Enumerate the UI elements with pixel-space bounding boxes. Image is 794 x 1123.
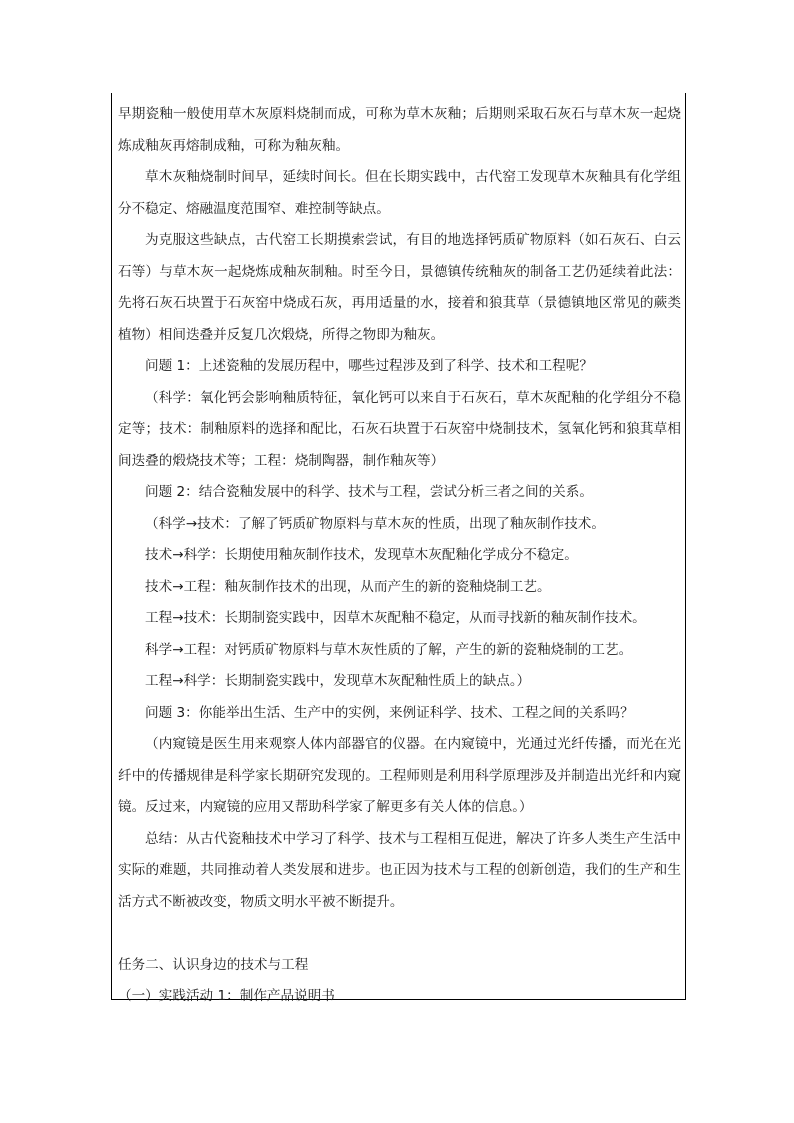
relation-engineering-technology: 工程→技术：长期制瓷实践中，因草木灰配釉不稳定，从而寻找新的釉灰制作技术。 (145, 610, 646, 626)
document-body (118, 99, 681, 1013)
summary-paragraph: 总结：从古代瓷釉技术中学习了科学、技术与工程相互促进，解决了许多人类生产生活中实际的难题，共同推动着人类发展和进步。也正因为技术与工程的创新创造，我们的生产和生活方式不断被改变，物质文明水平被不断提升。 (118, 830, 681, 910)
blank-line (118, 918, 681, 950)
paragraph-glaze-ash-process: 为克服这些缺点，古代窑工长期摸索尝试，有目的地选择钙质矿物原料（如石灰石、白云石等）与草木灰一起烧炼成釉灰制釉。时至今日，景德镇传统釉灰的制备工艺仍延续着此法：先将石灰石块置于石灰窑中烧成石灰，再用适量的水，接着和狼萁草（景德镇地区常见的蕨类植物）相间迭叠并反复几次煅烧，所得之物即为釉灰。 (118, 232, 681, 343)
paragraph-glaze-history: 早期瓷釉一般使用草木灰原料烧制而成，可称为草木灰釉；后期则采取石灰石与草木灰一起烧炼成釉灰再熔制成釉，可称为釉灰釉。 (118, 106, 681, 154)
answer-3: （内窥镜是医生用来观察人体内部器官的仪器。在内窥镜中，光通过光纤传播，而光在光纤中的传播规律是科学家长期研究发现的。工程师则是利用科学原理涉及并制造出光纤和内窥镜。反过来，内窥镜的应用又帮助科学家了解更多有关人体的信息。） (118, 736, 681, 815)
relation-science-technology: （科学→技术：了解了钙质矿物原料与草木灰的性质，出现了釉灰制作技术。 (145, 515, 605, 532)
relation-technology-science: 技术→科学：长期使用釉灰制作技术，发现草木灰配釉化学成分不稳定。 (145, 547, 578, 563)
activity-1-heading: （一）实践活动 1：制作产品说明书 (118, 988, 335, 1004)
relation-engineering-science: 工程→科学：长期制瓷实践中，发现草木灰配釉性质上的缺点。） (145, 673, 531, 689)
task-2-heading: 任务二、认识身边的技术与工程 (118, 956, 309, 973)
paragraph-ash-glaze-defects: 草木灰釉烧制时间早，延续时间长。但在长期实践中，古代窑工发现草木灰釉具有化学组分不稳定、熔融温度范围窄、难控制等缺点。 (118, 169, 681, 217)
relation-science-engineering: 科学→工程：对钙质矿物原料与草木灰性质的了解，产生的新的瓷釉烧制的工艺。 (145, 641, 633, 658)
question-2: 问题 2：结合瓷釉发展中的科学、技术与工程，尝试分析三者之间的关系。 (145, 484, 593, 500)
question-3: 问题 3：你能举出生活、生产中的实例，来例证科学、技术、工程之间的关系吗？ (145, 704, 634, 721)
question-1: 问题 1：上述瓷釉的发展历程中，哪些过程涉及到了科学、技术和工程呢？ (145, 358, 593, 374)
relation-technology-engineering: 技术→工程：釉灰制作技术的出现，从而产生的新的瓷釉烧制工艺。 (145, 578, 551, 595)
answer-1: （科学：氧化钙会影响釉质特征，氧化钙可以来自于石灰石，草木灰配釉的化学组分不稳定等；技术：制釉原料的选择和配比，石灰石块置于石灰窑中烧制技术，氢氧化钙和狼萁草相间迭叠的煅烧技术等；工程：烧制陶器，制作釉灰等） (118, 389, 681, 469)
